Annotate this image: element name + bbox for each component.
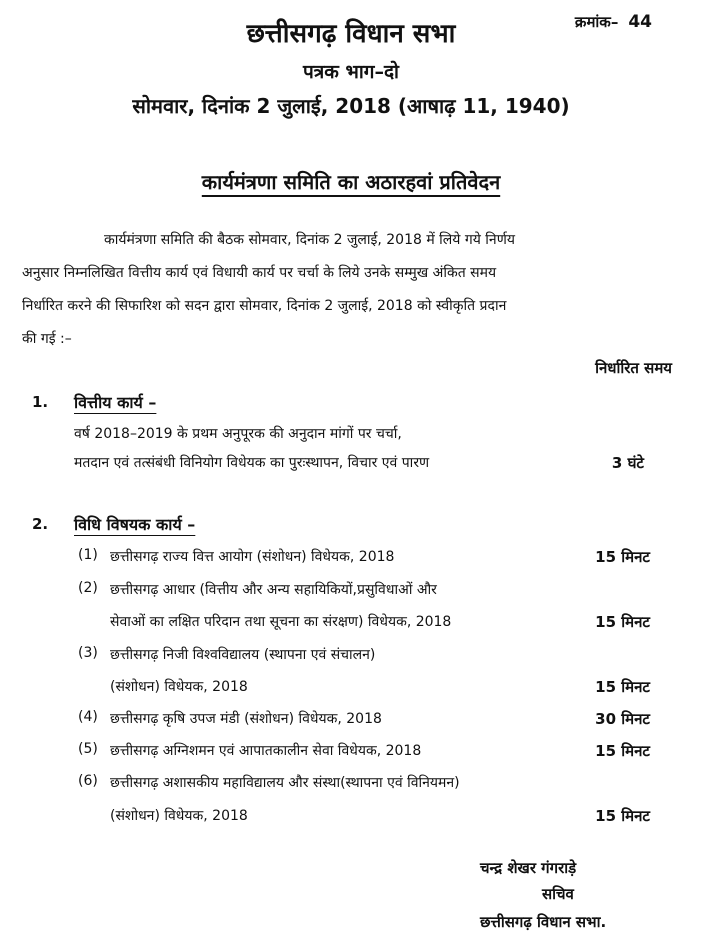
item-line: छत्तीसगढ़ राज्य वित्त आयोग (संशोधन) विधेयक, 2018: [110, 549, 395, 565]
section-2-number: 2.: [32, 515, 49, 533]
item-number: (4): [78, 709, 98, 725]
signatory-name: चन्द्र शेखर गंगराड़े: [480, 859, 577, 877]
item-line-continued: (संशोधन) विधेयक, 2018: [110, 679, 248, 695]
page-subtitle: पत्रक भाग–दो: [303, 61, 399, 83]
section-1-title: वित्तीय कार्य –: [74, 393, 157, 412]
report-heading: [0, 168, 702, 195]
intro-line-3: निर्धारित करने की सिफारिश को सदन द्वारा सोमवार, दिनांक 2 जुलाई, 2018 को स्वीकृति प्रदान: [22, 298, 507, 314]
item-number: (5): [78, 741, 98, 757]
item-time: 15 मिनट: [595, 613, 650, 631]
item-line-continued: सेवाओं का लक्षित परिदान तथा सूचना का संरक्षण) विधेयक, 2018: [110, 614, 452, 630]
item-line: छत्तीसगढ़ निजी विश्वविद्यालय (स्थापना एवं संचालन): [110, 647, 376, 663]
time-column-label: निर्धारित समय: [595, 359, 672, 377]
signatory-office: छत्तीसगढ़ विधान सभा.: [480, 913, 607, 931]
item-line-continued: (संशोधन) विधेयक, 2018: [110, 808, 248, 824]
date-line: सोमवार, दिनांक 2 जुलाई, 2018 (आषाढ़ 11, 1940): [132, 94, 570, 118]
page-title: छत्तीसगढ़ विधान सभा: [246, 19, 456, 49]
item-number: (3): [78, 645, 98, 661]
section-1-line-2: मतदान एवं तत्संबंधी विनियोग विधेयक का पुरःस्थापन, विचार एवं पारण: [74, 455, 430, 471]
item-line: छत्तीसगढ़ आधार (वित्तीय और अन्य सहायिकियों,प्रसुविधाओं और: [110, 582, 437, 598]
item-line: छत्तीसगढ़ कृषि उपज मंडी (संशोधन) विधेयक, 2018: [110, 711, 382, 727]
serial-value: 44: [628, 12, 652, 32]
section-2-title: विधि विषयक कार्य –: [74, 515, 196, 534]
intro-line-4: की गई :–: [22, 331, 72, 347]
item-time: 15 मिनट: [595, 548, 650, 566]
item-line: छत्तीसगढ़ अग्निशमन एवं आपातकालीन सेवा विधेयक, 2018: [110, 743, 422, 759]
item-number: (2): [78, 580, 98, 596]
item-time: 15 मिनट: [595, 807, 650, 825]
item-number: (6): [78, 773, 98, 789]
section-1-time: 3 घंटे: [611, 454, 644, 472]
item-time: 30 मिनट: [595, 710, 650, 728]
section-1-line-1: वर्ष 2018–2019 के प्रथम अनुपूरक की अनुदान मांगों पर चर्चा,: [74, 426, 402, 442]
serial-label: क्रमांक–: [574, 13, 619, 31]
item-number: (1): [78, 547, 98, 563]
item-time: 15 मिनट: [595, 678, 650, 696]
signatory-designation: सचिव: [542, 885, 574, 903]
intro-line-1: कार्यमंत्रणा समिति की बैठक सोमवार, दिनांक 2 जुलाई, 2018 में लिये गये निर्णय: [104, 232, 515, 248]
report-heading-text: कार्यमंत्रणा समिति का अठारहवां प्रतिवेदन: [201, 170, 501, 194]
section-1-number: 1.: [32, 393, 49, 411]
item-time: 15 मिनट: [595, 742, 650, 760]
intro-line-2: अनुसार निम्नलिखित वित्तीय कार्य एवं विधायी कार्य पर चर्चा के लिये उनके सम्मुख अंकित समय: [22, 265, 497, 281]
item-line: छत्तीसगढ़ अशासकीय महाविद्यालय और संस्था(स्थापना एवं विनियमन): [110, 775, 460, 791]
serial-number: [575, 12, 652, 32]
